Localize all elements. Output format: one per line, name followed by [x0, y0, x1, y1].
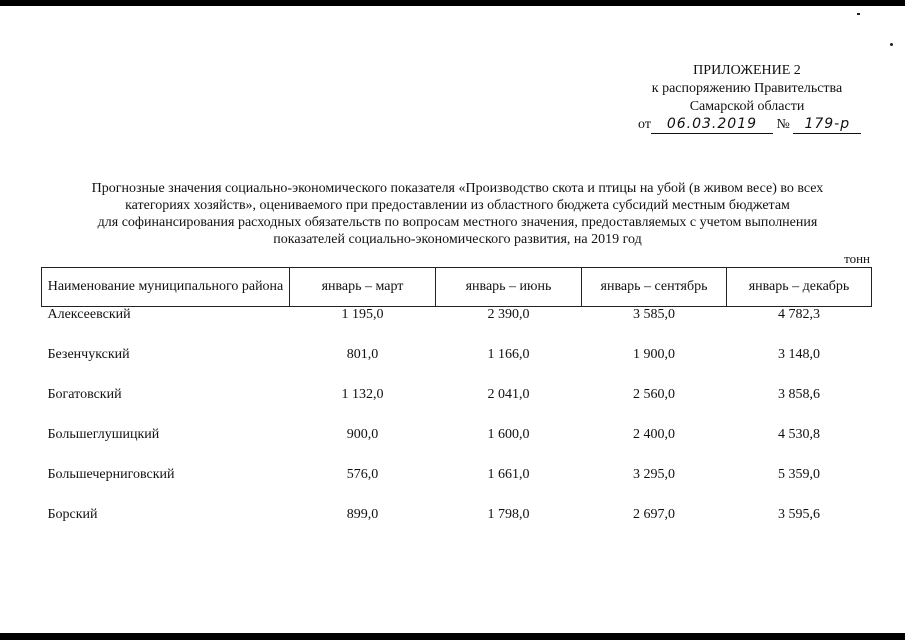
district-name: Алексеевский: [47, 307, 131, 322]
value-jan-dec: 3 148,0: [778, 347, 820, 362]
header-jan-mar: январь – март: [290, 268, 436, 307]
appendix-header: [612, 62, 882, 116]
value-jan-dec: 3 595,6: [778, 507, 820, 522]
table-row: [42, 507, 872, 547]
header-jan-dec: январь – декабрь: [727, 268, 872, 307]
document-title: [40, 180, 875, 248]
value-jan-jun: 1 661,0: [487, 467, 530, 482]
value-jan-mar: 1 195,0: [341, 307, 384, 322]
from-label: от: [638, 117, 651, 132]
value-jan-jun: 1 166,0: [487, 347, 530, 362]
value-jan-sep: 2 560,0: [633, 387, 675, 402]
value-jan-sep: 3 295,0: [633, 467, 675, 482]
title-line-4: показателей социально-экономического развития, на 2019 год: [273, 232, 642, 247]
scan-speck: [857, 13, 860, 15]
district-name: Большеглушицкий: [47, 427, 160, 442]
value-jan-dec: 4 782,3: [778, 307, 820, 322]
value-jan-sep: 1 900,0: [633, 347, 675, 362]
value-jan-sep: 2 400,0: [633, 427, 675, 442]
scan-bottom-border: [0, 633, 905, 640]
district-name: Большечерниговский: [47, 467, 175, 482]
value-jan-jun: 1 600,0: [487, 427, 530, 442]
number-label: №: [776, 117, 790, 132]
decree-date-number-line: [638, 115, 861, 134]
value-jan-jun: 1 798,0: [487, 507, 530, 522]
district-name: Безенчукский: [47, 347, 130, 362]
header-district-name: Наименование муниципального района: [42, 268, 290, 307]
title-line-2: категориях хозяйств», оцениваемого при предоставлении из областного бюджета субсидий местным бюджетам: [125, 198, 790, 213]
value-jan-sep: 2 697,0: [633, 507, 675, 522]
table-row: [42, 347, 872, 387]
appendix-decree-line: к распоряжению Правительства: [651, 81, 843, 96]
table-row: [42, 307, 872, 348]
value-jan-mar: 1 132,0: [341, 387, 384, 402]
value-jan-sep: 3 585,0: [633, 307, 675, 322]
header-jan-sep: январь – сентябрь: [582, 268, 727, 307]
district-name: Богатовский: [47, 387, 122, 402]
scan-speck: [890, 43, 893, 46]
table-row: [42, 387, 872, 427]
forecast-table: [41, 267, 872, 547]
table-row: [42, 467, 872, 507]
appendix-region-line: Самарской области: [689, 99, 805, 114]
handwritten-number: 179-р: [793, 115, 861, 134]
value-jan-dec: 5 359,0: [778, 467, 820, 482]
handwritten-date: 06.03.2019: [651, 115, 773, 134]
table-row: [42, 427, 872, 467]
value-jan-jun: 2 390,0: [487, 307, 530, 322]
value-jan-dec: 3 858,6: [778, 387, 820, 402]
value-jan-mar: 899,0: [346, 507, 379, 522]
header-jan-jun: январь – июнь: [436, 268, 582, 307]
unit-label: тонн: [844, 251, 870, 266]
district-name: Борский: [47, 507, 98, 522]
title-line-1: Прогнозные значения социально-экономического показателя «Производство скота и птицы на убой (в живом весе) во всех: [91, 181, 824, 196]
value-jan-mar: 801,0: [346, 347, 379, 362]
value-jan-dec: 4 530,8: [778, 427, 820, 442]
table-header-row: [42, 268, 872, 307]
value-jan-mar: 576,0: [346, 467, 379, 482]
appendix-title: ПРИЛОЖЕНИЕ 2: [693, 63, 801, 78]
scan-top-border: [0, 0, 905, 6]
value-jan-mar: 900,0: [346, 427, 379, 442]
title-line-3: для софинансирования расходных обязательств по вопросам местного значения, предоставляемых с учетом выполнения: [97, 215, 818, 230]
value-jan-jun: 2 041,0: [487, 387, 530, 402]
